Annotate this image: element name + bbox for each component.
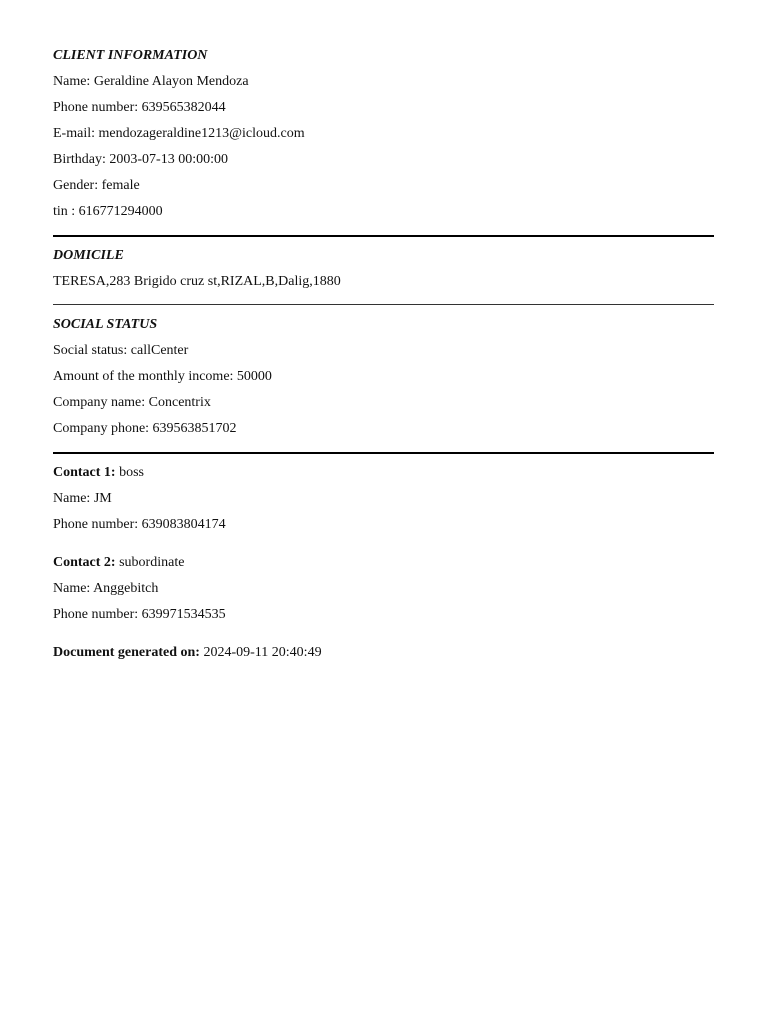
divider-after-social-status: [53, 452, 714, 454]
contact-1-relation: boss: [119, 465, 145, 480]
domicile-section: [53, 246, 714, 292]
contact-2-heading-label: Contact 2:: [53, 555, 116, 570]
company-phone-line: [53, 419, 714, 439]
monthly-income-value: 50000: [236, 369, 272, 384]
client-phone-value: 639565382044: [141, 100, 226, 115]
contact-1-name-label: Name:: [53, 491, 91, 506]
domicile-address: TERESA,283 Brigido cruz st,RIZAL,B,Dalig,1880: [53, 274, 341, 289]
social-status-value: callCenter: [130, 343, 189, 358]
company-name-line: [53, 393, 714, 413]
contact-1-phone-label: Phone number:: [53, 517, 139, 532]
company-phone-label: Company phone:: [53, 421, 150, 436]
contact-2-heading: [53, 553, 714, 573]
client-name-line: [53, 72, 714, 92]
contact-1-name-line: [53, 489, 714, 509]
monthly-income-line: [53, 367, 714, 387]
document-generated-line: [53, 643, 714, 663]
section-title-domicile: DOMICILE: [53, 248, 124, 263]
client-birthday-value: 2003-07-13 00:00:00: [109, 152, 228, 167]
contact-2-relation: subordinate: [119, 555, 185, 570]
divider-after-client-information: [53, 235, 714, 237]
client-document: [53, 46, 714, 663]
contact-1-heading: [53, 463, 714, 483]
company-name-value: Concentrix: [148, 395, 211, 410]
client-name-label: Name:: [53, 74, 91, 89]
client-phone-label: Phone number:: [53, 100, 139, 115]
client-gender-value: female: [101, 178, 140, 193]
client-email-value: mendozageraldine1213@icloud.com: [98, 126, 305, 141]
client-email-label: E-mail:: [53, 126, 95, 141]
section-title-social-status: SOCIAL STATUS: [53, 317, 158, 332]
contact-2-name-label: Name:: [53, 581, 91, 596]
company-name-label: Company name:: [53, 395, 146, 410]
client-name-value: Geraldine Alayon Mendoza: [93, 74, 249, 89]
contact-1-phone-value: 639083804174: [141, 517, 226, 532]
footer-spacer: [53, 625, 714, 643]
client-gender-label: Gender:: [53, 178, 99, 193]
client-email-line: [53, 124, 714, 144]
social-status-line: [53, 341, 714, 361]
client-birthday-line: [53, 150, 714, 170]
contact-2-phone-line: [53, 605, 714, 625]
client-gender-line: [53, 176, 714, 196]
monthly-income-label: Amount of the monthly income:: [53, 369, 234, 384]
contact-2-phone-label: Phone number:: [53, 607, 139, 622]
contact-2-section: [53, 553, 714, 625]
social-status-label: Social status:: [53, 343, 128, 358]
contact-1-phone-line: [53, 515, 714, 535]
company-phone-value: 639563851702: [152, 421, 237, 436]
social-status-section: [53, 315, 714, 439]
section-title-client-information: CLIENT INFORMATION: [53, 48, 208, 63]
contact-2-name-value: Anggebitch: [93, 581, 159, 596]
contact-spacer: [53, 535, 714, 553]
document-generated-label: Document generated on:: [53, 645, 200, 660]
client-tin-value: 616771294000: [78, 204, 163, 219]
client-phone-line: [53, 98, 714, 118]
contact-1-section: [53, 463, 714, 535]
divider-after-domicile: [53, 304, 714, 305]
client-information-section: [53, 46, 714, 222]
client-tin-line: [53, 202, 714, 222]
contact-2-phone-value: 639971534535: [141, 607, 226, 622]
contact-2-name-line: [53, 579, 714, 599]
contact-1-heading-label: Contact 1:: [53, 465, 116, 480]
client-tin-label: tin :: [53, 204, 76, 219]
document-generated-value: 2024-09-11 20:40:49: [203, 645, 322, 660]
contact-1-name-value: JM: [93, 491, 112, 506]
client-birthday-label: Birthday:: [53, 152, 106, 167]
